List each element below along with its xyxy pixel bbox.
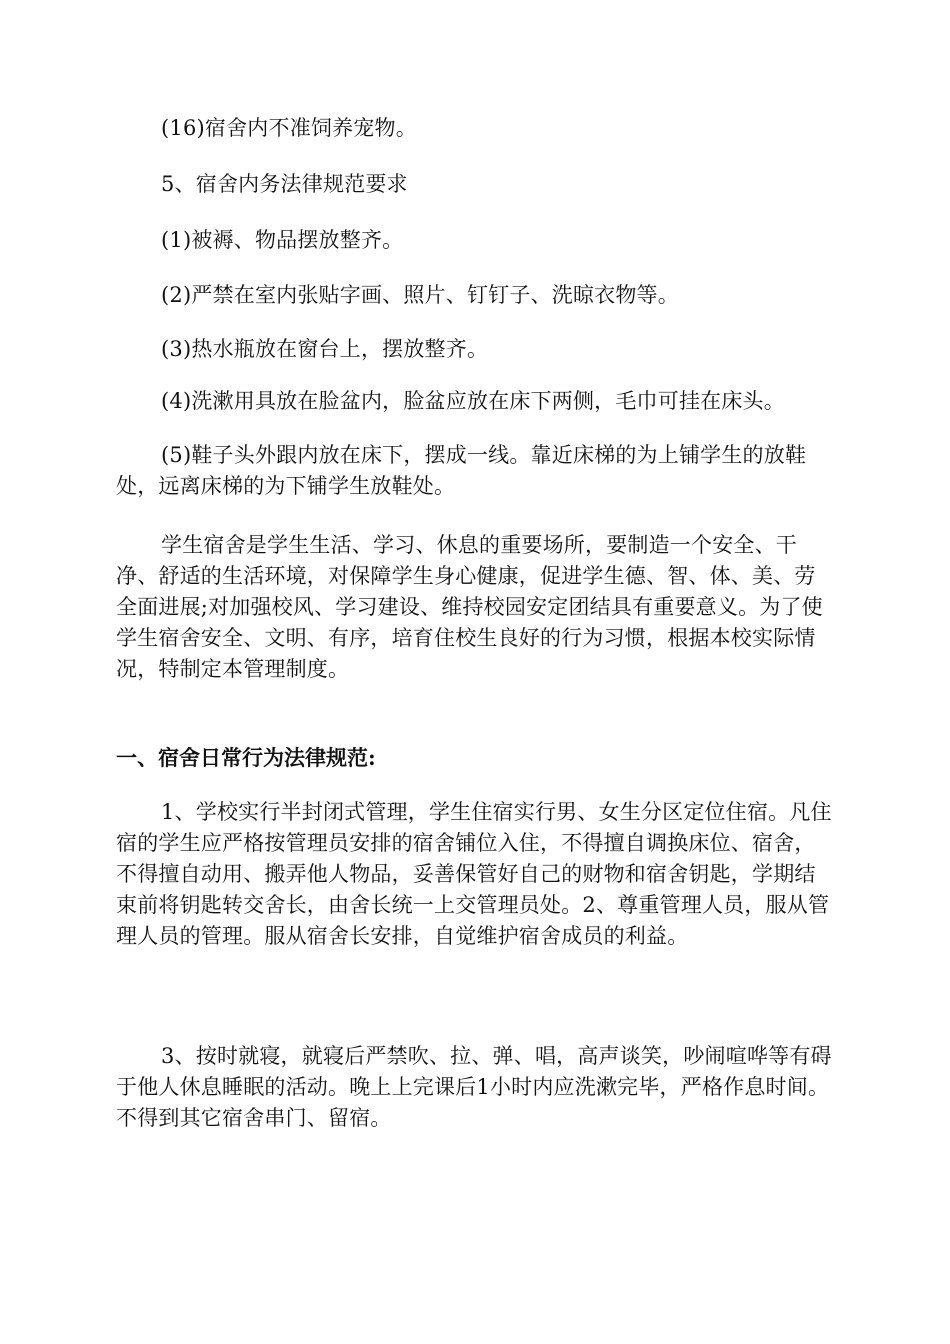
section-heading: 一、宿舍日常行为法律规范: <box>116 745 376 770</box>
item-16-no-pets: (16)宿舍内不准饲养宠物。 <box>161 116 417 140</box>
item-1-bedding: (1)被褥、物品摆放整齐。 <box>161 228 404 252</box>
item-2-wall-rules: (2)严禁在室内张贴字画、照片、钉钉子、洗晾衣物等。 <box>161 283 679 307</box>
item-4-washbasin: (4)洗漱用具放在脸盆内，脸盆应放在床下两侧，毛巾可挂在床头。 <box>161 389 785 413</box>
rule-3-paragraph: 3、按时就寝，就寝后严禁吹、拉、弹、唱，高声谈笑，吵闹喧哗等有碍于他人休息睡眠的活动。晚上上完课后1小时内应洗漱完毕，严格作息时间。不得到其它宿舍串门、留宿。 <box>116 1044 832 1130</box>
item-5-shoes: (5)鞋子头外跟内放在床下，摆成一线。靠近床梯的为上铺学生的放鞋处，远离床梯的为下铺学生放鞋处。 <box>116 443 807 498</box>
item-3-thermos: (3)热水瓶放在窗台上，摆放整齐。 <box>161 337 489 361</box>
rule-1-2-paragraph: 1、学校实行半封闭式管理，学生住宿实行男、女生分区定位住宿。凡住宿的学生应严格按管理员安排的宿舍铺位入住，不得擅自调换床位、宿舍，不得擅自动用、搬弄他人物品，妥善保管好自己的财物和宿舍钥匙，学期结束前将钥匙转交舍长，由舍长统一上交管理员处。2、尊重管理人员，服从管理人员的管理。服从宿舍长安排，自觉维护宿舍成员的利益。 <box>116 800 832 948</box>
item-5-heading: 5、宿舍内务法律规范要求 <box>161 172 408 196</box>
intro-paragraph: 学生宿舍是学生生活、学习、休息的重要场所，要制造一个安全、干净、舒适的生活环境，对保障学生身心健康，促进学生德、智、体、美、劳全面进展;对加强校风、学习建设、维持校园安定团结具有重要意义。为了使学生宿舍安全、文明、有序，培育住校生良好的行为习惯，根据本校实际情况，特制定本管理制度。 <box>116 533 823 681</box>
